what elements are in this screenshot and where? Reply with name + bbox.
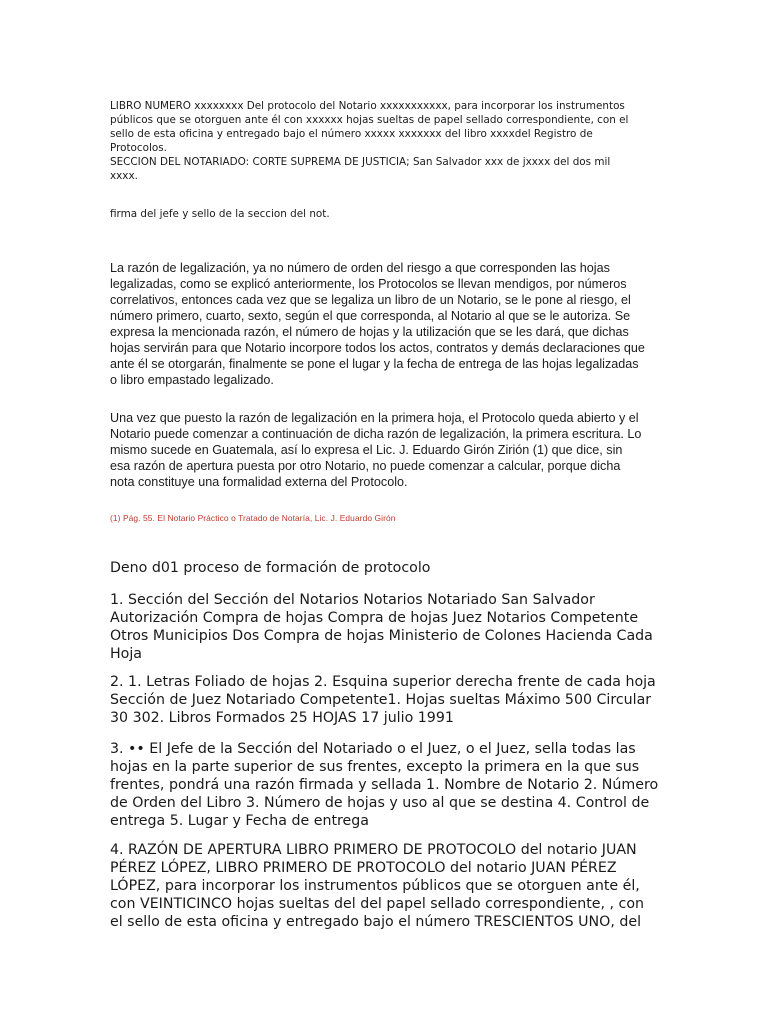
text-line: esa razón de apertura puesta por otro Notario, no puede comenzar a calcular, porque dicha	[110, 459, 621, 473]
text-line: 1. Sección del Sección del Notarios Notarios Notariado San Salvador	[110, 592, 595, 608]
text-line: 3. •• El Jefe de la Sección del Notariado o el Juez, o el Juez, sella todas las	[110, 741, 636, 757]
text-line: nota constituye una formalidad externa del Protocolo.	[110, 475, 408, 489]
text-line: xxxx.	[110, 170, 138, 182]
text-line: correlativos, entonces cada vez que se legaliza un libro de un Notario, se le pone al riesgo, el	[110, 293, 631, 307]
text-line: SECCION DEL NOTARIADO: CORTE SUPREMA DE JUSTICIA; San Salvador xxx de jxxxx del dos mil	[110, 156, 611, 168]
text-line: LÓPEZ, para incorporar los instrumentos públicos que se otorguen ante él,	[110, 878, 640, 894]
text-line: ante él se otorgarán, finalmente se pone el lugar y la fecha de entrega de las hojas legalizadas	[110, 357, 639, 371]
text-line: legalizadas, como se explicó anteriormente, los Protocolos se llevan mendigos, por números	[110, 277, 627, 291]
text-line: con VEINTICINCO hojas sueltas del del papel sellado correspondiente, , con	[110, 896, 645, 912]
text-line: expresa la mencionada razón, el número de hojas y la utilización que se les dará, que dichas	[110, 325, 629, 339]
text-line: hojas en la parte superior de sus frentes, excepto la primera en la que sus	[110, 759, 640, 775]
text-line: Una vez que puesto la razón de legalización en la primera hoja, el Protocolo queda abierto y el	[110, 411, 639, 425]
footnote: (1) Pág. 55. El Notario Práctico o Tratado de Notaría, Lic. J. Eduardo Girón	[110, 513, 396, 523]
text-line: Otros Municipios Dos Compra de hojas Ministerio de Colones Hacienda Cada	[110, 628, 653, 644]
text-line: hojas servirán para que Notario incorpore todos los actos, contratos y demás declaraciones que	[110, 341, 645, 355]
text-line: Protocolos.	[110, 142, 167, 154]
text-line: sello de esta oficina y entregado bajo el número xxxxx xxxxxxx del libro xxxxdel Registro de	[110, 128, 593, 140]
text-line: Notario puede comenzar a continuación de dicha razón de legalización, la primera escritura. Lo	[110, 427, 642, 441]
text-line: Autorización Compra de hojas Compra de hojas Juez Notarios Competente	[110, 610, 639, 626]
text-line: Hoja	[110, 646, 142, 662]
list-item-2	[110, 673, 670, 727]
text-line: el sello de esta oficina y entregado bajo el número TRESCIENTOS UNO, del	[110, 914, 642, 930]
text-line: de Orden del Libro 3. Número de hojas y uso al que se destina 4. Control de	[110, 795, 650, 811]
text-line: 30 302. Libros Formados 25 HOJAS 17 julio 1991	[110, 710, 454, 726]
text-line: públicos que se otorguen ante él con xxxxxx hojas sueltas de papel sellado correspondiente, con el	[110, 114, 629, 126]
text-line: frentes, pondrá una razón firmada y sellada 1. Nombre de Notario 2. Número	[110, 777, 659, 793]
text-line: 4. RAZÓN DE APERTURA LIBRO PRIMERO DE PROTOCOLO del notario JUAN	[110, 842, 637, 858]
list-item-4	[110, 841, 670, 931]
text-line: Sección de Juez Notariado Competente1. Hojas sueltas Máximo 500 Circular	[110, 692, 652, 708]
text-line: mismo sucede en Guatemala, así lo expresa el Lic. J. Eduardo Girón Zirión (1) que dice, sin	[110, 443, 623, 457]
text-line: La razón de legalización, ya no número de orden del riesgo a que corresponden las hojas	[110, 261, 610, 275]
una-vez-paragraph	[110, 410, 665, 490]
text-line: número primero, cuarto, sexto, según el que corresponda, al Notario al que se le autoriza. Se	[110, 309, 631, 323]
text-line: o libro empastado legalizado.	[110, 373, 274, 387]
section-title: Deno d01 proceso de formación de protocolo	[110, 560, 431, 576]
text-line: entrega 5. Lugar y Fecha de entrega	[110, 813, 369, 829]
list-item-3	[110, 740, 670, 830]
text-line: PÉREZ LÓPEZ, LIBRO PRIMERO DE PROTOCOLO del notario JUAN PÉREZ	[110, 860, 617, 876]
list-item-1	[110, 591, 670, 663]
text-line: LIBRO NUMERO xxxxxxxx Del protocolo del Notario xxxxxxxxxxx, para incorporar los instrumentos	[110, 100, 625, 112]
libro-header-paragraph	[110, 99, 670, 183]
razon-legalizacion-paragraph	[110, 260, 665, 388]
text-line: 2. 1. Letras Foliado de hojas 2. Esquina superior derecha frente de cada hoja	[110, 674, 656, 690]
signature-line: firma del jefe y sello de la seccion del not.	[110, 208, 330, 220]
